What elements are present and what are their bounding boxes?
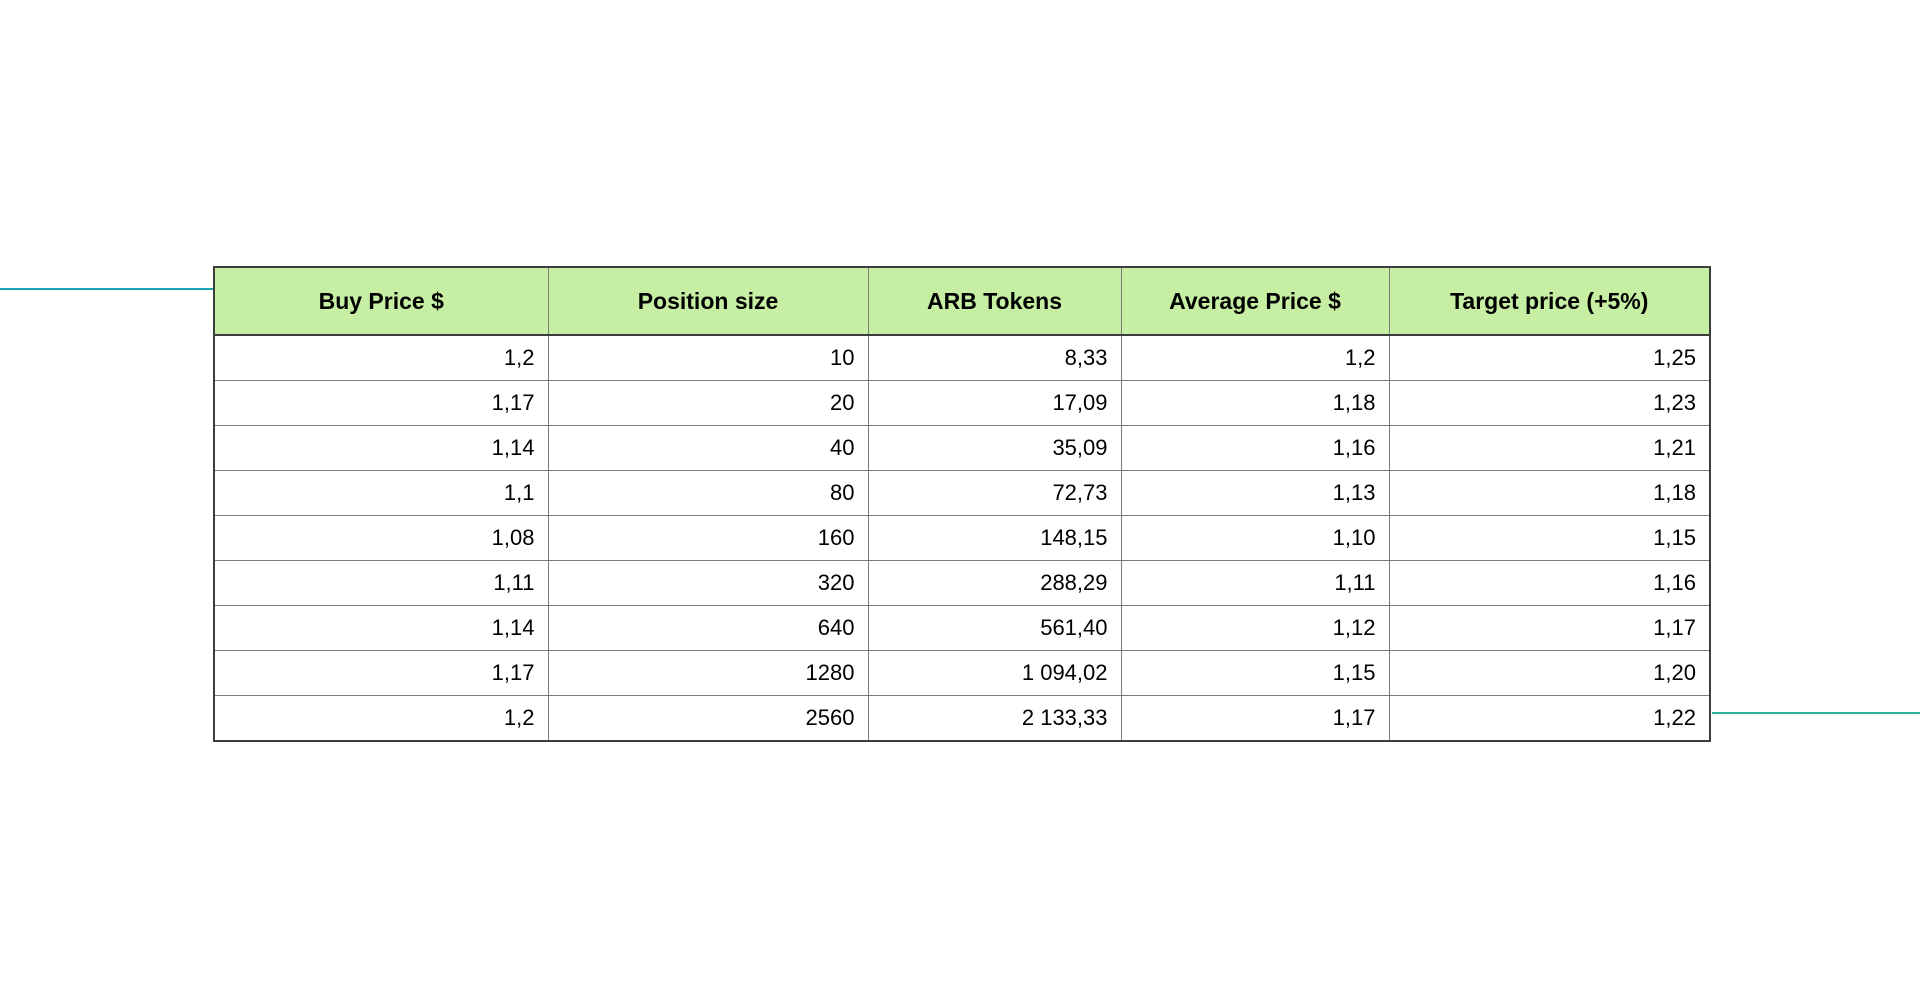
cell-target-price: 1,15	[1389, 516, 1710, 561]
cell-arb-tokens: 17,09	[868, 381, 1121, 426]
table-row	[214, 651, 1710, 696]
cell-buy-price: 1,08	[214, 516, 548, 561]
cell-position-size: 1280	[548, 651, 868, 696]
cell-arb-tokens: 72,73	[868, 471, 1121, 516]
cell-average-price: 1,12	[1121, 606, 1389, 651]
left-connector-line	[0, 288, 215, 290]
table-row	[214, 426, 1710, 471]
column-header-average-price: Average Price $	[1121, 267, 1389, 335]
column-header-target-price: Target price (+5%)	[1389, 267, 1710, 335]
cell-target-price: 1,16	[1389, 561, 1710, 606]
cell-target-price: 1,17	[1389, 606, 1710, 651]
cell-position-size: 20	[548, 381, 868, 426]
cell-target-price: 1,25	[1389, 335, 1710, 381]
cell-average-price: 1,11	[1121, 561, 1389, 606]
cell-buy-price: 1,2	[214, 335, 548, 381]
cell-buy-price: 1,2	[214, 696, 548, 742]
cell-average-price: 1,2	[1121, 335, 1389, 381]
cell-average-price: 1,15	[1121, 651, 1389, 696]
right-connector-line	[1712, 712, 1920, 714]
cell-position-size: 160	[548, 516, 868, 561]
table-row	[214, 471, 1710, 516]
cell-arb-tokens: 2 133,33	[868, 696, 1121, 742]
table-row	[214, 381, 1710, 426]
table-row	[214, 335, 1710, 381]
table-container	[213, 266, 1709, 742]
cell-arb-tokens: 8,33	[868, 335, 1121, 381]
cell-target-price: 1,18	[1389, 471, 1710, 516]
cell-buy-price: 1,17	[214, 651, 548, 696]
cell-target-price: 1,20	[1389, 651, 1710, 696]
cell-arb-tokens: 35,09	[868, 426, 1121, 471]
cell-arb-tokens: 148,15	[868, 516, 1121, 561]
cell-buy-price: 1,11	[214, 561, 548, 606]
cell-buy-price: 1,14	[214, 606, 548, 651]
cell-average-price: 1,13	[1121, 471, 1389, 516]
table-row	[214, 606, 1710, 651]
cell-target-price: 1,23	[1389, 381, 1710, 426]
table-row	[214, 561, 1710, 606]
column-header-buy-price: Buy Price $	[214, 267, 548, 335]
cell-position-size: 640	[548, 606, 868, 651]
cell-average-price: 1,17	[1121, 696, 1389, 742]
cell-position-size: 80	[548, 471, 868, 516]
cell-position-size: 10	[548, 335, 868, 381]
cell-average-price: 1,10	[1121, 516, 1389, 561]
table-header-row	[214, 267, 1710, 335]
table-row	[214, 516, 1710, 561]
cell-target-price: 1,21	[1389, 426, 1710, 471]
table-row	[214, 696, 1710, 742]
cell-buy-price: 1,1	[214, 471, 548, 516]
cell-arb-tokens: 288,29	[868, 561, 1121, 606]
column-header-arb-tokens: ARB Tokens	[868, 267, 1121, 335]
cell-target-price: 1,22	[1389, 696, 1710, 742]
cell-buy-price: 1,17	[214, 381, 548, 426]
column-header-position-size: Position size	[548, 267, 868, 335]
cell-position-size: 40	[548, 426, 868, 471]
cell-buy-price: 1,14	[214, 426, 548, 471]
cell-arb-tokens: 1 094,02	[868, 651, 1121, 696]
arb-dca-ladder-table	[213, 266, 1711, 742]
cell-position-size: 320	[548, 561, 868, 606]
cell-position-size: 2560	[548, 696, 868, 742]
cell-average-price: 1,18	[1121, 381, 1389, 426]
cell-average-price: 1,16	[1121, 426, 1389, 471]
cell-arb-tokens: 561,40	[868, 606, 1121, 651]
